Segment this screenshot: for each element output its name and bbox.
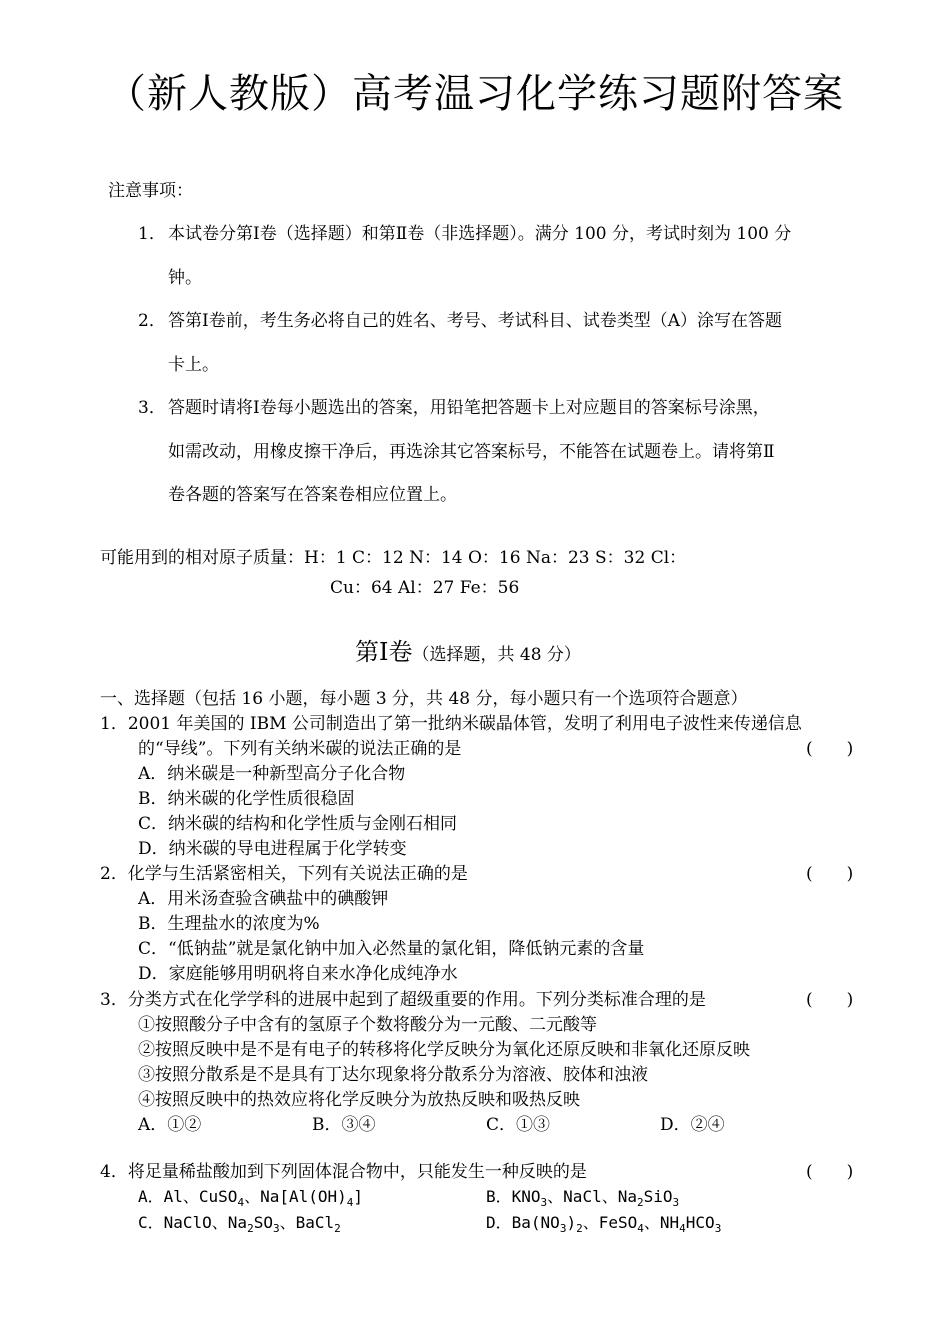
q3-option-c: C．①③ [486,1115,551,1135]
q3-statement-2: ②按照反映中是不是有电子的转移将化学反映分为氧化还原反映和非氧化还原反映 [138,1040,750,1060]
q2-option-b: B．生理盐水的浓度为% [138,914,320,934]
q4-option-d: D．$Ba(NO_3)_2$、FeSO$_4$、$NH_4HCO_3$ [486,1213,722,1235]
part1-header: 一、选择题（包括 16 小题，每小题 3 分，共 48 分，每小题只有一个选项符合题意） [100,689,748,709]
q3-stem: 3．分类方式在化学学科的进展中起到了超级重要的作用。下列分类标准合理的是 [100,990,706,1010]
note-1-line2: 钟。 [168,268,202,288]
q1-stem-line2: 的“导线”。下列有关纳米碳的说法正确的是 [138,739,462,759]
q3-answer-blank: ( ) [806,990,854,1010]
section-heading [355,632,581,667]
atomic-mass-line2: Cu：64 Al：27 Fe：56 [330,578,520,598]
q3-option-d: D．②④ [660,1115,725,1135]
q1-option-d: D．纳米碳的导电进程属于化学转变 [138,839,407,859]
q4-option-a: A．Al、CuSO$_4$、$Na[Al(OH)_4]$ [138,1187,364,1209]
q2-option-a: A．用米汤查验含碘盐中的碘酸钾 [138,889,389,909]
section-subtitle: （选择题，共 48 分） [412,645,581,665]
q2-stem: 2．化学与生活紧密相关，下列有关说法正确的是 [100,864,468,884]
q4-option-c: C．NaClO、$Na_2SO_3$、BaCl$_2$ [138,1213,341,1235]
atomic-mass-line1: 可能用到的相对原子质量：H：1 C：12 N：14 O：16 Na：23 S：32 Cl： [100,548,687,568]
note-3-line3: 卷各题的答案写在答案卷相应位置上。 [168,485,457,505]
notes-heading: 注意事项： [108,181,193,201]
page-title: （新人教版）高考温习化学练习题附答案 [106,71,844,117]
note-2-number: 2． [138,311,166,331]
q3-statement-3: ③按照分散系是不是具有丁达尔现象将分散系分为溶液、胶体和浊液 [138,1065,648,1085]
note-3-line1: 答题时请将Ⅰ卷每小题选出的答案，用铅笔把答题卡上对应题目的答案标号涂黑， [168,398,770,418]
note-1-number: 1． [138,224,166,244]
section-title: 第Ⅰ卷 [355,638,413,666]
q4-stem: 4．将足量稀盐酸加到下列固体混合物中，只能发生一种反映的是 [100,1162,587,1182]
q1-option-a: A．纳米碳是一种新型高分子化合物 [138,764,406,784]
q3-statement-4: ④按照反映中的热效应将化学反映分为放热反映和吸热反映 [138,1090,580,1110]
note-3-line2: 如需改动，用橡皮擦干净后，再选涂其它答案标号，不能答在试题卷上。请将第Ⅱ [168,442,775,462]
q3-option-b: B．③④ [312,1115,376,1135]
q4-option-b: B．$KNO_3$、NaCl、$Na_2SiO_3$ [486,1187,680,1209]
q2-option-d: D．家庭能够用明矾将自来水净化成纯净水 [138,964,458,984]
q1-option-b: B．纳米碳的化学性质很稳固 [138,789,355,809]
q1-option-c: C．纳米碳的结构和化学性质与金刚石相同 [138,814,458,834]
q3-statement-1: ①按照酸分子中含有的氢原子个数将酸分为一元酸、二元酸等 [138,1015,597,1035]
q2-answer-blank: ( ) [806,864,854,884]
q1-stem-line1: 1．2001 年美国的 IBM 公司制造出了第一批纳米碳晶体管，发明了利用电子波性来传递信息 [100,714,802,734]
q2-option-c: C．“低钠盐”就是氯化钠中加入必然量的氯化钼，降低钠元素的含量 [138,939,645,959]
q1-answer-blank: ( ) [806,739,854,759]
q3-option-a: A．①② [138,1115,202,1135]
note-2-line2: 卡上。 [168,355,219,375]
note-2-line1: 答第Ⅰ卷前，考生务必将自己的姓名、考号、考试科目、试卷类型（A）涂写在答题 [168,311,782,331]
q4-answer-blank: ( ) [806,1162,854,1182]
note-3-number: 3． [138,398,166,418]
note-1-line1: 本试卷分第Ⅰ卷（选择题）和第Ⅱ卷（非选择题）。满分 100 分，考试时刻为 100 分 [168,224,792,244]
